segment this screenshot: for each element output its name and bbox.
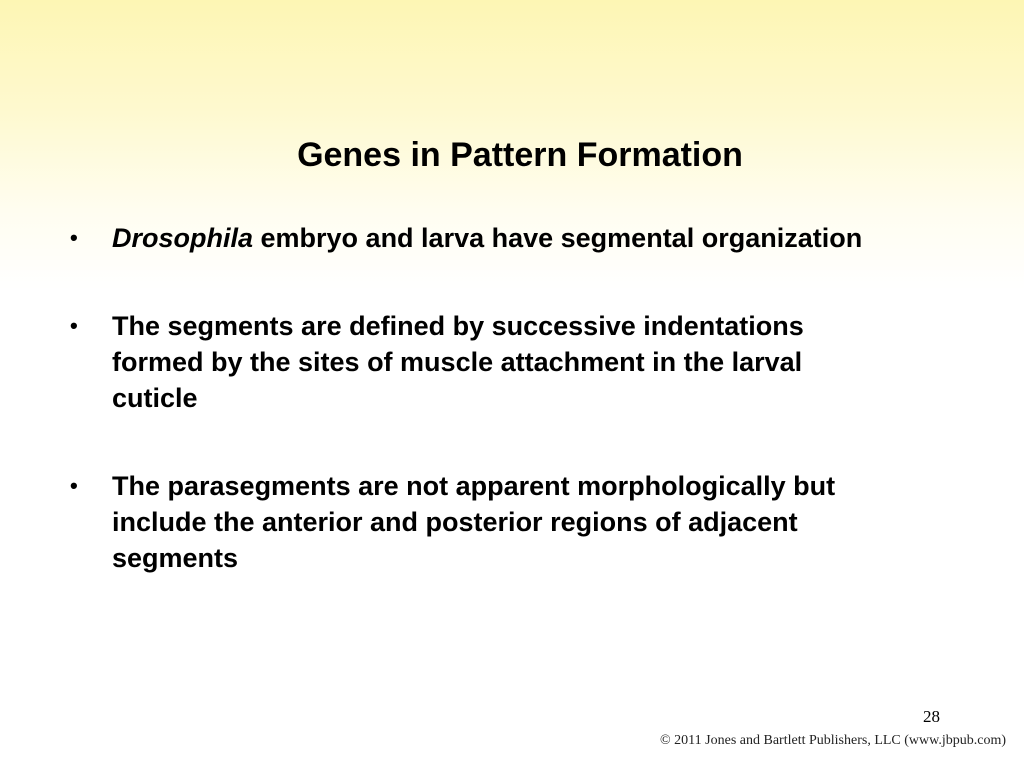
copyright-notice: © 2011 Jones and Bartlett Publishers, LLC (www.jbpub.com) xyxy=(660,733,1006,748)
bullet-marker: • xyxy=(70,473,78,498)
bullet-list xyxy=(70,220,870,628)
bullet-item xyxy=(70,468,870,576)
bullet-item xyxy=(70,220,870,256)
bullet-marker: • xyxy=(70,313,78,338)
species-name: Drosophila xyxy=(112,223,254,253)
bullet-text: The parasegments are not apparent morphologically but include the anterior and posterior regions of adjacent segments xyxy=(112,471,836,573)
bullet-text-rest: embryo and larva have segmental organization xyxy=(253,223,863,253)
bullet-text: The segments are defined by successive indentations formed by the sites of muscle attachment in the larval cuticle xyxy=(112,311,804,413)
slide-number: 28 xyxy=(923,707,940,726)
bullet-marker: • xyxy=(70,225,78,250)
bullet-item xyxy=(70,308,870,416)
bullet-text xyxy=(112,223,862,253)
slide-title: Genes in Pattern Formation xyxy=(297,136,743,174)
